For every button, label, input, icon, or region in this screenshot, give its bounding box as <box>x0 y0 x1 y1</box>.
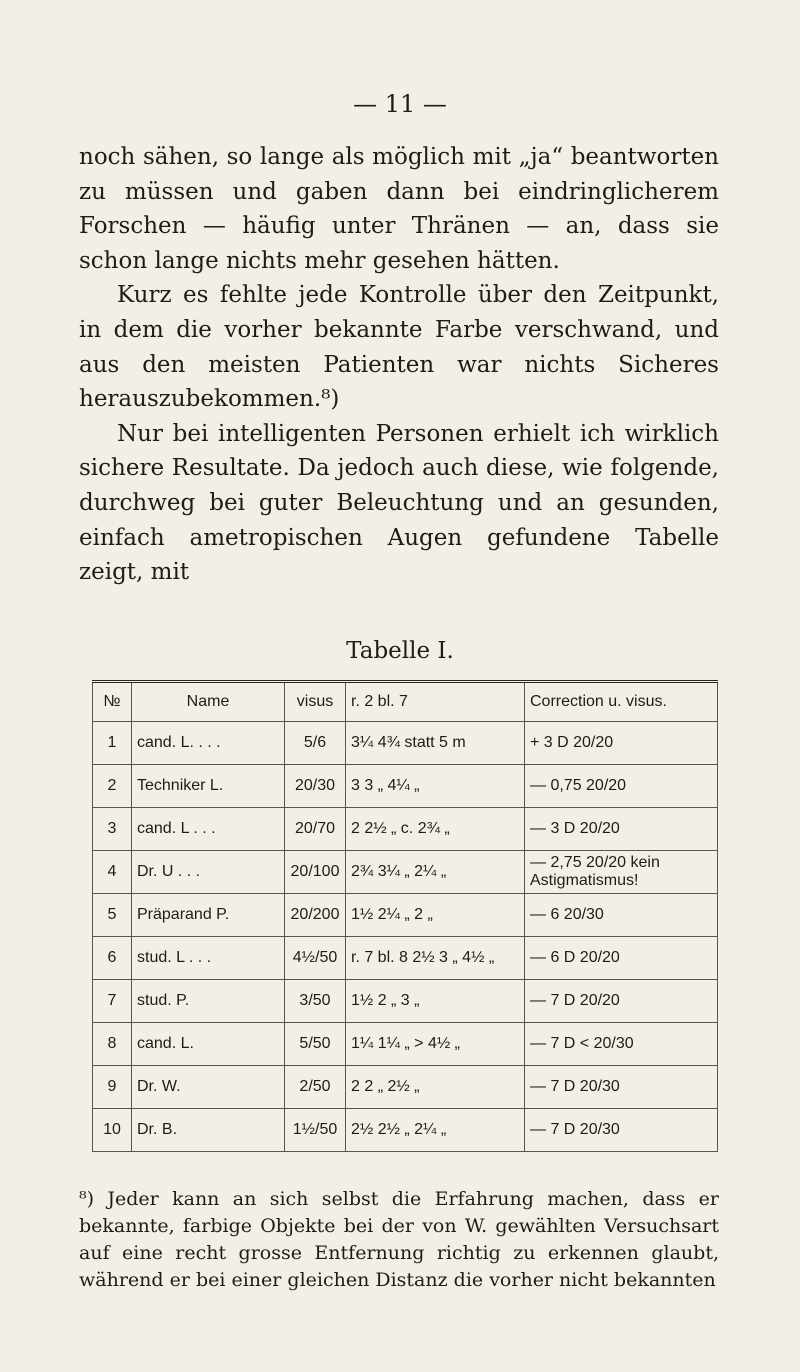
cell-visus: 5/6 <box>285 722 346 765</box>
cell-correction: — 7 D 20/20 <box>525 980 718 1023</box>
cell-visus: 5/50 <box>285 1023 346 1066</box>
table-row <box>93 808 718 851</box>
cell-nr: 2 <box>93 765 132 808</box>
cell-nr: 5 <box>93 894 132 937</box>
cell-rbl: 2¾ 3¼ „ 2¼ „ <box>346 851 525 894</box>
cell-name: stud. L . . . <box>132 937 285 980</box>
cell-nr: 8 <box>93 1023 132 1066</box>
cell-correction: — 7 D 20/30 <box>525 1109 718 1152</box>
cell-correction: — 2,75 20/20 kein Astigmatismus! <box>525 851 718 894</box>
cell-nr: 9 <box>93 1066 132 1109</box>
table-row <box>93 1023 718 1066</box>
header-visus: visus <box>285 682 346 722</box>
cell-rbl: 1½ 2¼ „ 2 „ <box>346 894 525 937</box>
cell-correction: — 7 D 20/30 <box>525 1066 718 1109</box>
cell-name: Techniker L. <box>132 765 285 808</box>
cell-rbl: 1¼ 1¼ „ > 4½ „ <box>346 1023 525 1066</box>
header-correction: Correction u. visus. <box>525 682 718 722</box>
body-text <box>79 140 719 590</box>
table-row <box>93 765 718 808</box>
cell-name: cand. L . . . <box>132 808 285 851</box>
cell-name: cand. L. . . . <box>132 722 285 765</box>
cell-name: Dr. W. <box>132 1066 285 1109</box>
paragraph: noch sähen, so lange als möglich mit „ja“ beantworten zu müssen und gaben dann bei eindringlicherem Forschen — häufig unter Thränen — an, dass sie schon lange nichts mehr gesehen hätten. <box>79 144 719 274</box>
cell-rbl: 2 2½ „ c. 2¾ „ <box>346 808 525 851</box>
table-row <box>93 894 718 937</box>
cell-correction: — 6 D 20/20 <box>525 937 718 980</box>
table-row <box>93 937 718 980</box>
cell-nr: 3 <box>93 808 132 851</box>
cell-name: stud. P. <box>132 980 285 1023</box>
cell-correction: — 0,75 20/20 <box>525 765 718 808</box>
header-nr: № <box>93 682 132 722</box>
cell-visus: 2/50 <box>285 1066 346 1109</box>
header-name: Name <box>132 682 285 722</box>
page-number: — 11 — <box>353 90 447 118</box>
paragraph: Nur bei intelligenten Personen erhielt ich wirklich sichere Resultate. Da jedoch auch diese, wie folgende, durchweg bei guter Beleuchtung und an gesunden, einfach ametropischen Augen gefundene Tabelle zeigt, mit <box>79 420 719 586</box>
cell-name: cand. L. <box>132 1023 285 1066</box>
table-row <box>93 980 718 1023</box>
footnote: ⁸) Jeder kann an sich selbst die Erfahrung machen, dass er bekannte, farbige Objekte bei der von W. gewählten Versuchsart auf eine recht grosse Entfernung richtig zu erkennen glaubt, während er bei einer gleichen Distanz die vorher nicht bekannten <box>79 1188 719 1291</box>
cell-visus: 3/50 <box>285 980 346 1023</box>
cell-name: Dr. B. <box>132 1109 285 1152</box>
cell-correction: — 3 D 20/20 <box>525 808 718 851</box>
cell-rbl: 3 3 „ 4¼ „ <box>346 765 525 808</box>
cell-correction: — 6 20/30 <box>525 894 718 937</box>
table-row <box>93 1109 718 1152</box>
cell-nr: 1 <box>93 722 132 765</box>
cell-rbl: 3¼ 4¾ statt 5 m <box>346 722 525 765</box>
cell-visus: 20/30 <box>285 765 346 808</box>
cell-rbl: r. 7 bl. 8 2½ 3 „ 4½ „ <box>346 937 525 980</box>
cell-rbl: 2½ 2½ „ 2¼ „ <box>346 1109 525 1152</box>
cell-name: Präparand P. <box>132 894 285 937</box>
cell-correction: — 7 D < 20/30 <box>525 1023 718 1066</box>
cell-nr: 4 <box>93 851 132 894</box>
header-rbl: r. 2 bl. 7 <box>346 682 525 722</box>
cell-nr: 10 <box>93 1109 132 1152</box>
cell-rbl: 1½ 2 „ 3 „ <box>346 980 525 1023</box>
cell-rbl: 2 2 „ 2½ „ <box>346 1066 525 1109</box>
data-table <box>92 680 718 1152</box>
cell-visus: 20/200 <box>285 894 346 937</box>
table-header-row <box>93 682 718 722</box>
cell-visus: 20/70 <box>285 808 346 851</box>
cell-visus: 1½/50 <box>285 1109 346 1152</box>
cell-nr: 6 <box>93 937 132 980</box>
table-row <box>93 851 718 894</box>
cell-nr: 7 <box>93 980 132 1023</box>
cell-correction: + 3 D 20/20 <box>525 722 718 765</box>
cell-name: Dr. U . . . <box>132 851 285 894</box>
cell-visus: 20/100 <box>285 851 346 894</box>
paragraph: Kurz es fehlte jede Kontrolle über den Zeitpunkt, in dem die vorher bekannte Farbe verschwand, und aus den meisten Patienten war nichts Sicheres herauszubekommen.⁸) <box>79 282 719 413</box>
cell-visus: 4½/50 <box>285 937 346 980</box>
table-row <box>93 1066 718 1109</box>
table-caption: Tabelle I. <box>346 638 454 664</box>
table-row <box>93 722 718 765</box>
